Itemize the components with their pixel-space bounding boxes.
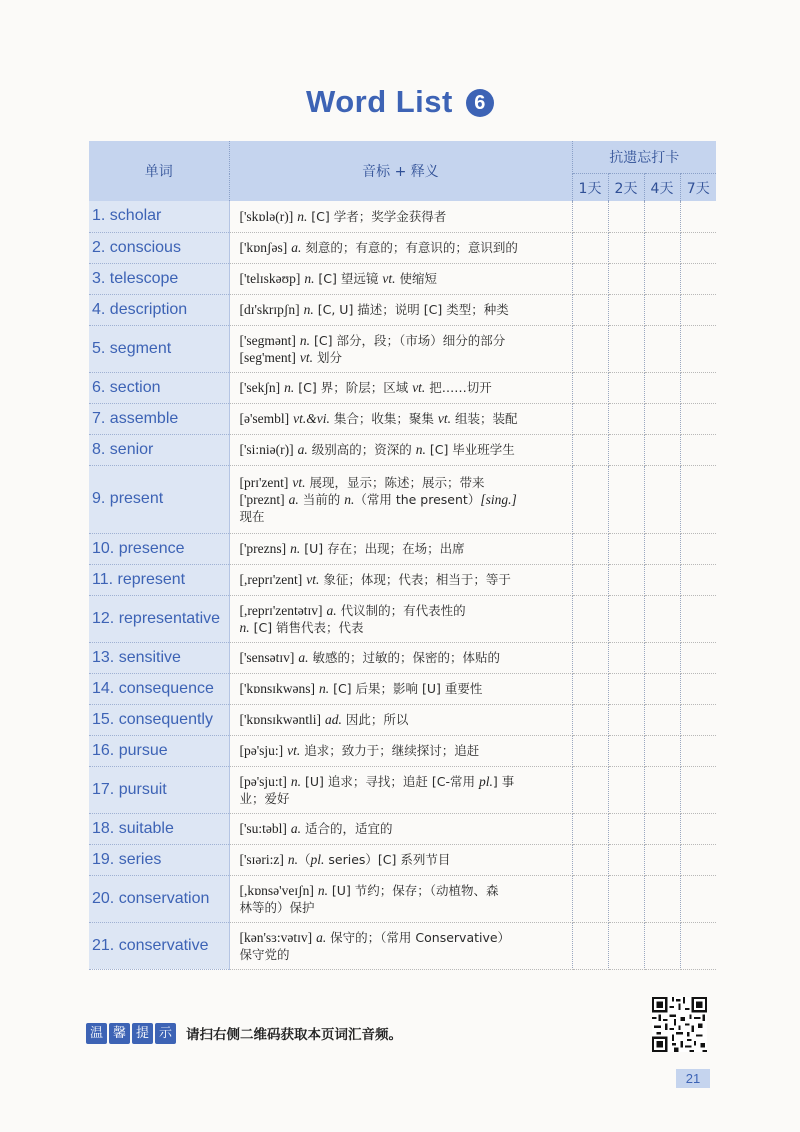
- review-checkbox-day-1[interactable]: [572, 403, 608, 434]
- word-definition: [229, 403, 572, 434]
- part-of-speech: n.: [290, 541, 301, 556]
- word-definition: [229, 372, 572, 403]
- header-day-7: 7天: [680, 174, 716, 202]
- tip-text: 请扫右侧二维码获取本页词汇音频。: [186, 1027, 402, 1043]
- part-of-speech: a.: [297, 442, 308, 457]
- word-definition: [229, 465, 572, 533]
- meaning-text: [U] 节约；保存；（动植物、森: [327, 882, 499, 898]
- phonetic: ['su:təbl]: [239, 821, 287, 836]
- review-checkbox-day-1[interactable]: [572, 766, 608, 813]
- meaning-text: （: [298, 852, 311, 867]
- part-of-speech: vt.: [287, 743, 301, 758]
- word-row: [89, 201, 716, 232]
- header-review: 抗遗忘打卡: [572, 141, 716, 174]
- phonetic: ['sensətɪv]: [239, 650, 295, 665]
- definition-line: [240, 851, 566, 868]
- meaning-text: [C] 后果；影响 [U] 重要性: [329, 681, 483, 696]
- word-row: [89, 325, 716, 372]
- word-term: 5. segment: [89, 325, 229, 372]
- review-checkbox-day-4[interactable]: [644, 403, 680, 434]
- phonetic: [seg'ment]: [239, 349, 296, 365]
- review-checkbox-day-1[interactable]: [572, 465, 608, 533]
- review-checkbox-day-4[interactable]: [644, 372, 680, 403]
- phonetic: ['preznt]: [239, 491, 285, 507]
- review-checkbox-day-2[interactable]: [608, 704, 644, 735]
- review-checkbox-day-4[interactable]: [644, 642, 680, 673]
- word-definition: [229, 595, 572, 642]
- review-checkbox-day-2[interactable]: [608, 201, 644, 232]
- part-of-speech: vt.: [299, 349, 314, 365]
- meaning-text: [C] 部分，段；（市场）细分的部分: [310, 332, 506, 348]
- part-of-speech: pl.: [310, 852, 325, 867]
- phonetic: [,kɒnsə'veɪʃn]: [239, 882, 314, 898]
- word-row: [89, 403, 716, 434]
- definition-line: [240, 474, 566, 491]
- review-checkbox-day-2[interactable]: [608, 434, 644, 465]
- part-of-speech: [sing.]: [480, 491, 517, 507]
- meaning-text: 象征；体现；代表；相当于；等于: [319, 572, 511, 587]
- word-definition: [229, 673, 572, 704]
- phonetic: [dɪ'skrɪpʃn]: [239, 302, 300, 317]
- review-checkbox-day-7[interactable]: [680, 465, 716, 533]
- word-term: 15. consequently: [89, 704, 229, 735]
- word-term: 17. pursuit: [89, 766, 229, 813]
- word-term: 7. assemble: [89, 403, 229, 434]
- review-checkbox-day-4[interactable]: [644, 201, 680, 232]
- meaning-text: 把……切开: [425, 380, 492, 395]
- word-row: [89, 465, 716, 533]
- definition-line: [240, 332, 566, 349]
- definition-line: [240, 602, 566, 619]
- review-checkbox-day-1[interactable]: [572, 564, 608, 595]
- review-checkbox-day-4[interactable]: [644, 294, 680, 325]
- review-checkbox-day-2[interactable]: [608, 595, 644, 642]
- word-row: [89, 844, 716, 875]
- meaning-text: 展现，显示；陈述；展示；带来: [305, 474, 485, 490]
- definition-line: [240, 410, 566, 427]
- word-definition: [229, 704, 572, 735]
- meaning-text: 划分: [313, 349, 343, 365]
- review-checkbox-day-2[interactable]: [608, 372, 644, 403]
- header-day-1: 1天: [572, 174, 608, 202]
- meaning-text: 适合的，适宜的: [301, 821, 393, 836]
- review-checkbox-day-4[interactable]: [644, 564, 680, 595]
- review-checkbox-day-4[interactable]: [644, 844, 680, 875]
- word-row: [89, 704, 716, 735]
- part-of-speech: pl.: [478, 773, 493, 789]
- review-checkbox-day-7[interactable]: [680, 595, 716, 642]
- meaning-text: series）[C] 系列节目: [324, 852, 451, 867]
- part-of-speech: a.: [290, 821, 302, 836]
- header-word: 单词: [89, 141, 229, 201]
- definition-line: [240, 790, 566, 807]
- meaning-text: 级别高的；资深的: [307, 442, 416, 457]
- definition-line: [240, 239, 566, 256]
- word-rows: [89, 201, 716, 969]
- word-row: [89, 294, 716, 325]
- phonetic: ['si:niə(r)]: [239, 442, 294, 457]
- review-checkbox-day-2[interactable]: [608, 673, 644, 704]
- part-of-speech: n.: [287, 852, 299, 867]
- meaning-text: 追求；致力于；继续探讨；追赶: [300, 743, 480, 758]
- header-day-4: 4天: [644, 174, 680, 202]
- phonetic: ['segmənt]: [239, 332, 296, 348]
- review-checkbox-day-7[interactable]: [680, 875, 716, 922]
- definition-line: [240, 680, 566, 697]
- word-definition: [229, 922, 572, 969]
- word-definition: [229, 735, 572, 766]
- word-term: 20. conservation: [89, 875, 229, 922]
- phonetic: ['sekʃn]: [239, 380, 281, 395]
- part-of-speech: n.: [290, 773, 302, 789]
- review-checkbox-day-1[interactable]: [572, 642, 608, 673]
- part-of-speech: n.: [303, 302, 314, 317]
- part-of-speech: n.: [415, 442, 426, 457]
- review-checkbox-day-1[interactable]: [572, 533, 608, 564]
- part-of-speech: n.: [344, 491, 355, 507]
- part-of-speech: ad.: [324, 712, 342, 727]
- review-checkbox-day-2[interactable]: [608, 922, 644, 969]
- qr-code-icon[interactable]: [652, 997, 707, 1052]
- review-checkbox-day-1[interactable]: [572, 844, 608, 875]
- word-definition: [229, 564, 572, 595]
- word-term: 14. consequence: [89, 673, 229, 704]
- word-row: [89, 735, 716, 766]
- review-checkbox-day-2[interactable]: [608, 263, 644, 294]
- definition-line: [240, 619, 566, 636]
- review-checkbox-day-4[interactable]: [644, 533, 680, 564]
- meaning-text: 林等的）保护: [239, 899, 315, 915]
- word-definition: [229, 813, 572, 844]
- word-definition: [229, 642, 572, 673]
- word-definition: [229, 844, 572, 875]
- meaning-text: [C] 望远镜: [314, 271, 383, 286]
- review-checkbox-day-4[interactable]: [644, 704, 680, 735]
- meaning-text: [C, U] 描述；说明 [C] 类型；种类: [313, 302, 509, 317]
- review-checkbox-day-1[interactable]: [572, 735, 608, 766]
- review-checkbox-day-4[interactable]: [644, 595, 680, 642]
- review-checkbox-day-2[interactable]: [608, 735, 644, 766]
- definition-line: [240, 899, 566, 916]
- meaning-text: [C] 毕业班学生: [425, 442, 515, 457]
- review-checkbox-day-7[interactable]: [680, 564, 716, 595]
- tip-badge: 温: [86, 1023, 107, 1044]
- review-checkbox-day-7[interactable]: [680, 372, 716, 403]
- review-checkbox-day-7[interactable]: [680, 325, 716, 372]
- review-checkbox-day-4[interactable]: [644, 766, 680, 813]
- page-number: 21: [676, 1069, 710, 1088]
- word-term: 6. section: [89, 372, 229, 403]
- review-checkbox-day-1[interactable]: [572, 232, 608, 263]
- list-number-badge: 6: [466, 89, 494, 117]
- review-checkbox-day-4[interactable]: [644, 813, 680, 844]
- review-checkbox-day-4[interactable]: [644, 263, 680, 294]
- review-checkbox-day-1[interactable]: [572, 673, 608, 704]
- review-checkbox-day-4[interactable]: [644, 325, 680, 372]
- header-definition: 音标 + 释义: [229, 141, 572, 201]
- definition-line: [240, 711, 566, 728]
- review-checkbox-day-1[interactable]: [572, 875, 608, 922]
- phonetic: [pə'sju:t]: [239, 773, 287, 789]
- word-row: [89, 232, 716, 263]
- part-of-speech: n.: [284, 380, 295, 395]
- review-checkbox-day-4[interactable]: [644, 465, 680, 533]
- definition-line: [240, 540, 566, 557]
- review-checkbox-day-2[interactable]: [608, 813, 644, 844]
- word-term: 11. represent: [89, 564, 229, 595]
- review-checkbox-day-4[interactable]: [644, 875, 680, 922]
- review-checkbox-day-2[interactable]: [608, 294, 644, 325]
- part-of-speech: vt.: [306, 572, 320, 587]
- review-checkbox-day-1[interactable]: [572, 325, 608, 372]
- word-row: [89, 875, 716, 922]
- word-term: 2. conscious: [89, 232, 229, 263]
- review-checkbox-day-7[interactable]: [680, 922, 716, 969]
- meaning-text: 组装；装配: [450, 411, 518, 426]
- definition-line: [240, 946, 566, 963]
- word-definition: [229, 294, 572, 325]
- phonetic: [prɪ'zent]: [239, 474, 289, 490]
- part-of-speech: n.: [239, 619, 250, 635]
- tip-bar: [86, 1020, 402, 1046]
- meaning-text: [U] 存在；出现；在场；出席: [300, 541, 465, 556]
- phonetic: ['prezns]: [239, 541, 287, 556]
- definition-line: [240, 301, 566, 318]
- word-row: [89, 595, 716, 642]
- part-of-speech: a.: [291, 240, 302, 255]
- part-of-speech: vt.: [382, 271, 396, 286]
- part-of-speech: vt.: [437, 411, 451, 426]
- tip-badge: 馨: [109, 1023, 130, 1044]
- word-term: 9. present: [89, 465, 229, 533]
- meaning-text: 使缩短: [395, 271, 437, 286]
- phonetic: ['kɒnsɪkwəns]: [239, 681, 315, 696]
- review-checkbox-day-7[interactable]: [680, 735, 716, 766]
- meaning-text: [C] 销售代表；代表: [249, 619, 364, 635]
- meaning-text: 保守党的: [239, 946, 290, 962]
- part-of-speech: n.: [299, 332, 311, 348]
- word-definition: [229, 201, 572, 232]
- part-of-speech: n.: [297, 208, 308, 224]
- meaning-text: ] 事: [492, 773, 515, 789]
- word-term: 8. senior: [89, 434, 229, 465]
- review-checkbox-day-1[interactable]: [572, 434, 608, 465]
- review-checkbox-day-4[interactable]: [644, 673, 680, 704]
- meaning-text: 刻意的；有意的；有意识的；意识到的: [301, 240, 518, 255]
- review-checkbox-day-2[interactable]: [608, 465, 644, 533]
- word-term: 16. pursue: [89, 735, 229, 766]
- definition-line: [240, 882, 566, 899]
- word-definition: [229, 766, 572, 813]
- review-checkbox-day-4[interactable]: [644, 922, 680, 969]
- definition-line: [240, 508, 566, 525]
- word-definition: [229, 875, 572, 922]
- tip-badge: 示: [155, 1023, 176, 1044]
- review-checkbox-day-1[interactable]: [572, 263, 608, 294]
- word-row: [89, 372, 716, 403]
- word-term: 3. telescope: [89, 263, 229, 294]
- word-row: [89, 922, 716, 969]
- review-checkbox-day-2[interactable]: [608, 564, 644, 595]
- review-checkbox-day-7[interactable]: [680, 294, 716, 325]
- review-checkbox-day-7[interactable]: [680, 263, 716, 294]
- review-checkbox-day-1[interactable]: [572, 372, 608, 403]
- word-row: [89, 564, 716, 595]
- definition-line: [240, 270, 566, 287]
- definition-line: [240, 742, 566, 759]
- review-checkbox-day-2[interactable]: [608, 533, 644, 564]
- review-checkbox-day-2[interactable]: [608, 232, 644, 263]
- part-of-speech: vt.&vi.: [293, 411, 330, 426]
- word-term: 12. representative: [89, 595, 229, 642]
- phonetic: ['telɪskəʊp]: [239, 271, 301, 286]
- word-definition: [229, 533, 572, 564]
- review-checkbox-day-4[interactable]: [644, 232, 680, 263]
- review-checkbox-day-1[interactable]: [572, 922, 608, 969]
- title-text: Word List: [306, 84, 453, 119]
- review-checkbox-day-4[interactable]: [644, 434, 680, 465]
- review-checkbox-day-4[interactable]: [644, 735, 680, 766]
- meaning-text: [U] 追求；寻找；追赶 [C-常用: [301, 773, 479, 789]
- review-checkbox-day-1[interactable]: [572, 704, 608, 735]
- definition-line: [240, 379, 566, 396]
- word-row: [89, 533, 716, 564]
- meaning-text: [C] 界；阶层；区域: [294, 380, 413, 395]
- definition-line: [240, 820, 566, 837]
- meaning-text: 业；爱好: [239, 790, 290, 806]
- part-of-speech: vt.: [412, 380, 426, 395]
- review-checkbox-day-7[interactable]: [680, 533, 716, 564]
- word-term: 19. series: [89, 844, 229, 875]
- word-definition: [229, 263, 572, 294]
- review-checkbox-day-7[interactable]: [680, 201, 716, 232]
- part-of-speech: n.: [304, 271, 315, 286]
- meaning-text: 集合；收集；聚集: [329, 411, 438, 426]
- definition-line: [240, 349, 566, 366]
- meaning-text: 因此；所以: [341, 712, 409, 727]
- part-of-speech: a.: [288, 491, 299, 507]
- part-of-speech: n.: [317, 882, 328, 898]
- word-definition: [229, 325, 572, 372]
- word-term: 18. suitable: [89, 813, 229, 844]
- review-checkbox-day-1[interactable]: [572, 201, 608, 232]
- meaning-text: [C] 学者；奖学金获得者: [307, 208, 447, 224]
- meaning-text: （常用 the present）: [354, 491, 481, 507]
- review-checkbox-day-7[interactable]: [680, 403, 716, 434]
- word-row: [89, 673, 716, 704]
- header-day-2: 2天: [608, 174, 644, 202]
- word-definition: [229, 232, 572, 263]
- word-table-container: [89, 141, 716, 970]
- tip-badge: 提: [132, 1023, 153, 1044]
- phonetic: [pə'sju:]: [239, 743, 284, 758]
- part-of-speech: vt.: [292, 474, 306, 490]
- phonetic: ['kɒnsɪkwəntli]: [239, 712, 321, 727]
- meaning-text: 当前的: [298, 491, 345, 507]
- word-table: [89, 141, 716, 970]
- word-row: [89, 766, 716, 813]
- word-term: 13. sensitive: [89, 642, 229, 673]
- meaning-text: 代议制的；有代表性的: [336, 602, 466, 618]
- review-checkbox-day-1[interactable]: [572, 595, 608, 642]
- review-checkbox-day-2[interactable]: [608, 325, 644, 372]
- definition-line: [240, 649, 566, 666]
- review-checkbox-day-7[interactable]: [680, 704, 716, 735]
- review-checkbox-day-2[interactable]: [608, 766, 644, 813]
- phonetic: ['sɪəri:z]: [239, 852, 284, 867]
- review-checkbox-day-7[interactable]: [680, 766, 716, 813]
- page-title: [0, 84, 800, 120]
- word-term: 21. conservative: [89, 922, 229, 969]
- word-term: 10. presence: [89, 533, 229, 564]
- phonetic: [ə'sembl]: [239, 411, 290, 426]
- word-row: [89, 813, 716, 844]
- definition-line: [240, 571, 566, 588]
- word-row: [89, 263, 716, 294]
- word-term: 1. scholar: [89, 201, 229, 232]
- part-of-speech: n.: [318, 681, 330, 696]
- word-definition: [229, 434, 572, 465]
- review-checkbox-day-2[interactable]: [608, 642, 644, 673]
- definition-line: [240, 491, 566, 508]
- review-checkbox-day-1[interactable]: [572, 813, 608, 844]
- definition-line: [240, 441, 566, 458]
- meaning-text: 保守的；（常用 Conservative）: [326, 929, 511, 945]
- part-of-speech: a.: [326, 602, 337, 618]
- meaning-text: 敏感的；过敏的；保密的；体贴的: [308, 650, 501, 665]
- word-row: [89, 434, 716, 465]
- part-of-speech: a.: [316, 929, 327, 945]
- review-checkbox-day-7[interactable]: [680, 642, 716, 673]
- definition-line: [240, 208, 566, 225]
- phonetic: ['kɒnʃəs]: [239, 240, 288, 255]
- word-term: 4. description: [89, 294, 229, 325]
- meaning-text: 现在: [239, 508, 265, 524]
- phonetic: [,reprɪ'zent]: [239, 572, 303, 587]
- review-checkbox-day-7[interactable]: [680, 434, 716, 465]
- word-row: [89, 642, 716, 673]
- review-checkbox-day-7[interactable]: [680, 232, 716, 263]
- definition-line: [240, 929, 566, 946]
- phonetic: [,reprɪ'zentətɪv]: [239, 602, 323, 618]
- phonetic: ['skɒlə(r)]: [239, 208, 294, 224]
- review-checkbox-day-2[interactable]: [608, 403, 644, 434]
- review-checkbox-day-7[interactable]: [680, 673, 716, 704]
- definition-line: [240, 773, 566, 790]
- phonetic: [kən'sɜ:vətɪv]: [239, 929, 313, 945]
- review-checkbox-day-7[interactable]: [680, 813, 716, 844]
- part-of-speech: a.: [298, 650, 309, 665]
- review-checkbox-day-2[interactable]: [608, 875, 644, 922]
- review-checkbox-day-2[interactable]: [608, 844, 644, 875]
- review-checkbox-day-1[interactable]: [572, 294, 608, 325]
- review-checkbox-day-7[interactable]: [680, 844, 716, 875]
